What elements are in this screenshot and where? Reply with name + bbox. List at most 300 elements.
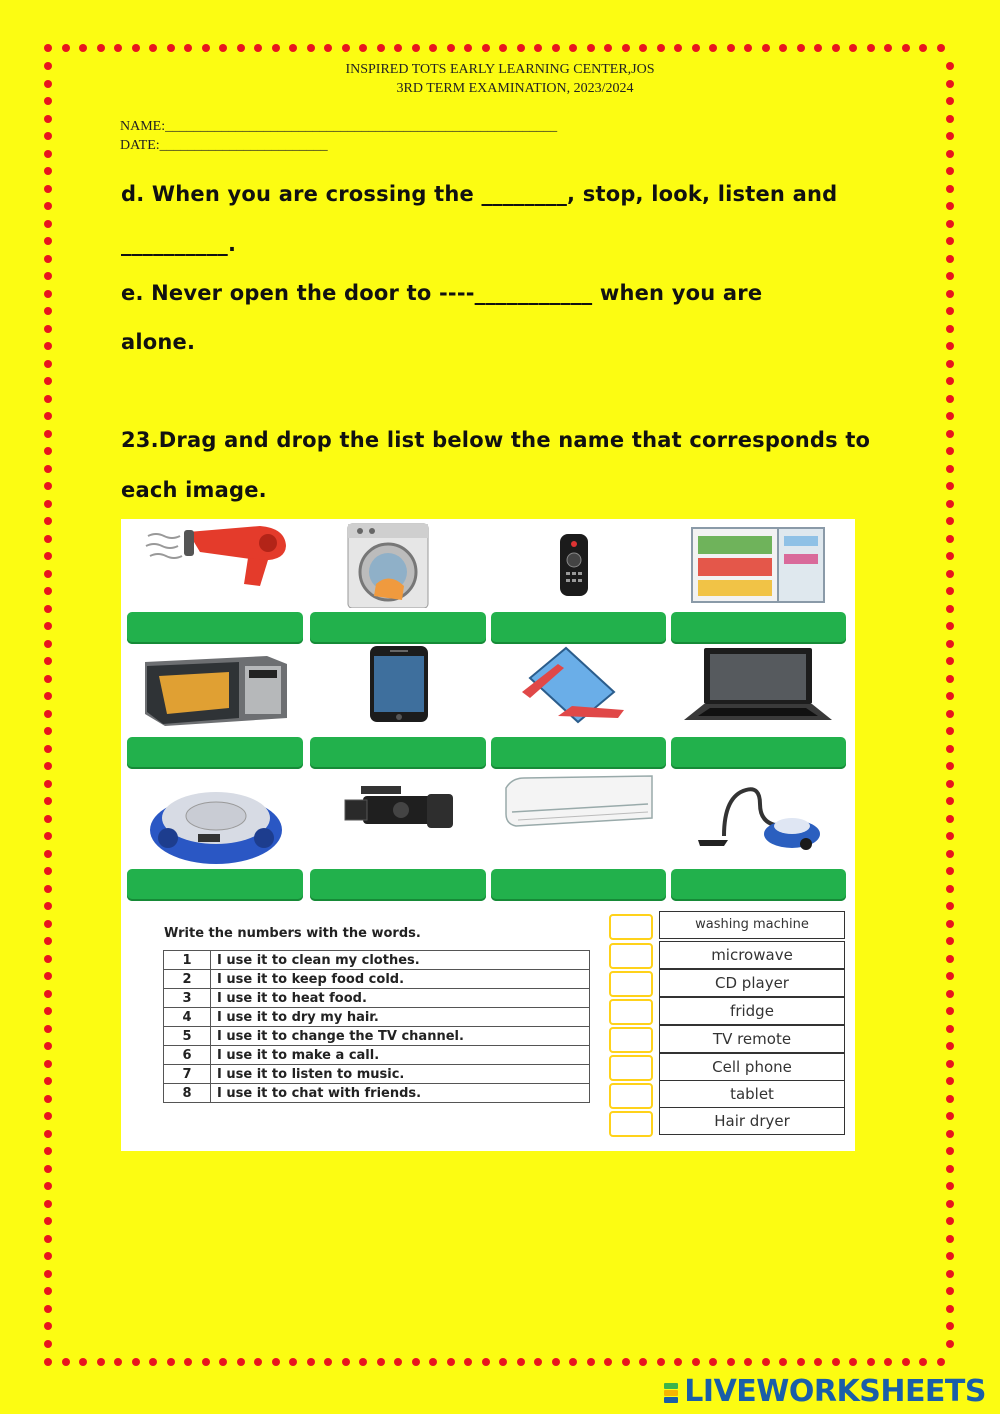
border-dot xyxy=(946,657,954,665)
border-dot xyxy=(237,1358,245,1366)
border-dot xyxy=(797,44,805,52)
border-dot xyxy=(946,1007,954,1015)
drop-slot-6[interactable] xyxy=(310,737,486,769)
border-dot xyxy=(946,430,954,438)
row-text: I use it to keep food cold. xyxy=(211,970,590,989)
border-dot xyxy=(62,1358,70,1366)
border-dot xyxy=(946,710,954,718)
border-dot xyxy=(97,44,105,52)
border-dot xyxy=(946,780,954,788)
border-dot xyxy=(44,44,52,52)
border-dot xyxy=(219,44,227,52)
border-dot xyxy=(946,1042,954,1050)
word-cell-phone[interactable]: Cell phone xyxy=(659,1053,845,1081)
border-dot xyxy=(884,44,892,52)
drop-slot-7[interactable] xyxy=(491,737,666,769)
border-dot xyxy=(254,44,262,52)
border-dot xyxy=(744,1358,752,1366)
border-dot xyxy=(727,44,735,52)
border-dot xyxy=(946,902,954,910)
date-field: DATE:________________________ xyxy=(120,138,328,153)
border-dot xyxy=(44,447,52,455)
border-dot xyxy=(359,44,367,52)
answer-box-6[interactable] xyxy=(609,1055,653,1081)
border-dot xyxy=(44,745,52,753)
border-dot xyxy=(946,815,954,823)
border-dot xyxy=(946,272,954,280)
border-dot xyxy=(946,1340,954,1348)
border-dot xyxy=(149,44,157,52)
border-dot xyxy=(946,797,954,805)
border-dot xyxy=(44,412,52,420)
border-dot xyxy=(289,1358,297,1366)
border-dot xyxy=(44,1305,52,1313)
border-dot xyxy=(902,1358,910,1366)
border-dot xyxy=(814,1358,822,1366)
border-dot xyxy=(946,1025,954,1033)
border-dot xyxy=(919,1358,927,1366)
border-dot xyxy=(797,1358,805,1366)
border-dot xyxy=(867,44,875,52)
border-dot xyxy=(44,307,52,315)
answer-box-5[interactable] xyxy=(609,1027,653,1053)
fridge-image xyxy=(688,524,828,606)
answer-box-7[interactable] xyxy=(609,1083,653,1109)
border-dot xyxy=(429,1358,437,1366)
row-number: 4 xyxy=(164,1008,211,1027)
border-dot xyxy=(44,867,52,875)
border-dot xyxy=(482,44,490,52)
exam-title: 3RD TERM EXAMINATION, 2023/2024 xyxy=(396,81,634,96)
row-text: I use it to heat food. xyxy=(211,989,590,1008)
border-dot xyxy=(814,44,822,52)
border-dot xyxy=(946,1147,954,1155)
border-dot xyxy=(44,657,52,665)
border-dot xyxy=(832,1358,840,1366)
liveworksheets-mark-icon xyxy=(664,1382,678,1404)
border-dot xyxy=(946,1200,954,1208)
question-e-line2: alone. xyxy=(121,330,196,354)
laptop-image xyxy=(680,646,836,726)
border-dot xyxy=(832,44,840,52)
border-dot xyxy=(394,44,402,52)
border-dot xyxy=(937,1358,945,1366)
border-dot xyxy=(237,44,245,52)
row-number: 2 xyxy=(164,970,211,989)
border-dot xyxy=(587,1358,595,1366)
row-text: I use it to listen to music. xyxy=(211,1065,590,1084)
border-dot xyxy=(44,1025,52,1033)
border-dot xyxy=(202,44,210,52)
border-dot xyxy=(44,937,52,945)
border-dot xyxy=(377,1358,385,1366)
border-dot xyxy=(517,44,525,52)
word-microwave[interactable]: microwave xyxy=(659,941,845,969)
border-dot xyxy=(44,1130,52,1138)
border-dot xyxy=(946,990,954,998)
question-d-line1: d. When you are crossing the ________, stop, look, listen and xyxy=(121,182,838,206)
border-dot xyxy=(44,167,52,175)
answer-box-4[interactable] xyxy=(609,999,653,1025)
tv-remote-image xyxy=(557,532,591,598)
border-dot xyxy=(604,44,612,52)
logo-text: LIVEWORKSHEETS xyxy=(684,1374,986,1409)
border-dot xyxy=(44,850,52,858)
border-dot xyxy=(946,255,954,263)
border-dot xyxy=(604,1358,612,1366)
border-dot xyxy=(464,1358,472,1366)
border-dot xyxy=(946,1270,954,1278)
border-dot xyxy=(44,342,52,350)
border-dot xyxy=(447,44,455,52)
table-row xyxy=(164,989,590,1008)
border-dot xyxy=(946,132,954,140)
border-dot xyxy=(569,44,577,52)
video-camera-image xyxy=(343,784,455,836)
border-dot xyxy=(946,1287,954,1295)
border-dot xyxy=(499,44,507,52)
border-dot xyxy=(132,1358,140,1366)
border-dot xyxy=(44,115,52,123)
border-dot xyxy=(946,552,954,560)
border-dot xyxy=(946,1112,954,1120)
border-dot xyxy=(946,325,954,333)
border-dot xyxy=(254,1358,262,1366)
border-dot xyxy=(622,44,630,52)
border-dot xyxy=(946,535,954,543)
table-row xyxy=(164,1084,590,1103)
border-dot xyxy=(946,622,954,630)
border-dot xyxy=(946,412,954,420)
drop-slot-2[interactable] xyxy=(310,612,486,644)
border-dot xyxy=(946,465,954,473)
border-dot xyxy=(289,44,297,52)
border-dot xyxy=(946,1077,954,1085)
border-dot xyxy=(44,237,52,245)
border-dot xyxy=(44,377,52,385)
table-row xyxy=(164,1027,590,1046)
border-dot xyxy=(946,955,954,963)
exercise-instruction: Write the numbers with the words. xyxy=(164,926,421,941)
border-dot xyxy=(674,1358,682,1366)
border-dot xyxy=(946,920,954,928)
border-dot xyxy=(946,395,954,403)
border-dot xyxy=(674,44,682,52)
border-dot xyxy=(44,255,52,263)
row-text: I use it to chat with friends. xyxy=(211,1084,590,1103)
row-text: I use it to clean my clothes. xyxy=(211,951,590,970)
border-dot xyxy=(44,605,52,613)
question-d-line2: __________. xyxy=(121,232,237,256)
border-dot xyxy=(44,1287,52,1295)
drop-slot-9[interactable] xyxy=(127,869,303,901)
border-dot xyxy=(946,1217,954,1225)
hair-dryer-image xyxy=(140,522,290,586)
border-dot xyxy=(44,727,52,735)
drop-slot-11[interactable] xyxy=(491,869,666,901)
border-dot xyxy=(44,202,52,210)
border-dot xyxy=(946,185,954,193)
border-dot xyxy=(849,44,857,52)
border-dot xyxy=(762,1358,770,1366)
border-dot xyxy=(946,220,954,228)
border-dot xyxy=(79,1358,87,1366)
border-dot xyxy=(779,44,787,52)
row-text: I use it to make a call. xyxy=(211,1046,590,1065)
border-dot xyxy=(534,44,542,52)
border-dot xyxy=(149,1358,157,1366)
border-dot xyxy=(946,727,954,735)
border-dot xyxy=(946,237,954,245)
border-dot xyxy=(44,692,52,700)
border-dot xyxy=(44,955,52,963)
border-dot xyxy=(937,44,945,52)
table-row xyxy=(164,1008,590,1027)
border-dot xyxy=(44,1165,52,1173)
border-dot xyxy=(44,815,52,823)
school-name: INSPIRED TOTS EARLY LEARNING CENTER,JOS xyxy=(345,62,655,77)
border-dot xyxy=(44,430,52,438)
liveworksheets-logo xyxy=(664,1374,986,1409)
border-dot xyxy=(377,44,385,52)
exercise-table xyxy=(163,950,590,1103)
border-dot xyxy=(412,44,420,52)
word-tablet[interactable]: tablet xyxy=(659,1080,845,1108)
border-dot xyxy=(44,552,52,560)
border-dot xyxy=(342,44,350,52)
border-dot xyxy=(44,1182,52,1190)
border-dot xyxy=(44,360,52,368)
border-dot xyxy=(412,1358,420,1366)
border-dot xyxy=(946,1235,954,1243)
border-dot xyxy=(184,44,192,52)
border-dot xyxy=(946,517,954,525)
border-dot xyxy=(97,1358,105,1366)
border-dot xyxy=(946,1095,954,1103)
border-dot xyxy=(132,44,140,52)
drop-slot-3[interactable] xyxy=(491,612,666,644)
border-dot xyxy=(884,1358,892,1366)
border-dot xyxy=(44,1322,52,1330)
border-dot xyxy=(534,1358,542,1366)
border-dot xyxy=(44,1235,52,1243)
border-dot xyxy=(184,1358,192,1366)
word-tv-remote[interactable]: TV remote xyxy=(659,1025,845,1053)
border-dot xyxy=(946,290,954,298)
border-dot xyxy=(44,675,52,683)
drop-slot-4[interactable] xyxy=(671,612,846,644)
border-dot xyxy=(946,885,954,893)
border-dot xyxy=(272,44,280,52)
border-dot xyxy=(946,307,954,315)
border-dot xyxy=(44,1340,52,1348)
border-dot xyxy=(114,1358,122,1366)
answer-box-2[interactable] xyxy=(609,943,653,969)
border-dot xyxy=(902,44,910,52)
border-dot xyxy=(167,1358,175,1366)
border-dot xyxy=(44,97,52,105)
drop-slot-12[interactable] xyxy=(671,869,846,901)
border-dot xyxy=(946,640,954,648)
border-dot xyxy=(307,44,315,52)
border-dot xyxy=(167,44,175,52)
drop-slot-1[interactable] xyxy=(127,612,303,644)
table-row xyxy=(164,970,590,989)
border-dot xyxy=(762,44,770,52)
border-dot xyxy=(44,150,52,158)
border-dot xyxy=(44,1060,52,1068)
border-dot xyxy=(946,342,954,350)
border-dot xyxy=(342,1358,350,1366)
answer-box-3[interactable] xyxy=(609,971,653,997)
border-dot xyxy=(44,1095,52,1103)
border-dot xyxy=(657,1358,665,1366)
air-conditioner-image xyxy=(502,774,656,830)
row-number: 5 xyxy=(164,1027,211,1046)
border-dot xyxy=(639,44,647,52)
border-dot xyxy=(727,1358,735,1366)
word-fridge[interactable]: fridge xyxy=(659,997,845,1025)
border-dot xyxy=(946,1060,954,1068)
border-dot xyxy=(44,587,52,595)
row-text: I use it to dry my hair. xyxy=(211,1008,590,1027)
border-dot xyxy=(324,1358,332,1366)
border-dot xyxy=(44,1077,52,1085)
border-dot xyxy=(946,500,954,508)
border-dot xyxy=(324,44,332,52)
border-dot xyxy=(946,570,954,578)
border-dot xyxy=(946,1252,954,1260)
border-dot xyxy=(709,44,717,52)
border-dot xyxy=(946,762,954,770)
word-washing-machine[interactable]: washing machine xyxy=(659,911,845,939)
border-dot xyxy=(569,1358,577,1366)
row-number: 6 xyxy=(164,1046,211,1065)
border-dot xyxy=(946,115,954,123)
drop-slot-8[interactable] xyxy=(671,737,846,769)
border-dot xyxy=(272,1358,280,1366)
border-dot xyxy=(587,44,595,52)
border-dot xyxy=(849,1358,857,1366)
border-dot xyxy=(219,1358,227,1366)
border-dot xyxy=(44,1007,52,1015)
border-dot xyxy=(867,1358,875,1366)
border-dot xyxy=(44,1217,52,1225)
border-dot xyxy=(946,692,954,700)
table-row xyxy=(164,951,590,970)
border-dot xyxy=(44,780,52,788)
border-dot xyxy=(779,1358,787,1366)
border-dot xyxy=(44,500,52,508)
answer-box-1[interactable] xyxy=(609,914,653,940)
border-dot xyxy=(44,920,52,928)
tablet-image xyxy=(518,644,628,724)
row-number: 3 xyxy=(164,989,211,1008)
border-dot xyxy=(946,867,954,875)
border-dot xyxy=(946,1305,954,1313)
border-dot xyxy=(44,272,52,280)
border-dot xyxy=(359,1358,367,1366)
border-dot xyxy=(44,1200,52,1208)
border-dot xyxy=(946,167,954,175)
border-dot xyxy=(44,902,52,910)
microwave-image xyxy=(137,648,293,732)
border-dot xyxy=(44,1042,52,1050)
border-dot xyxy=(429,44,437,52)
border-dot xyxy=(692,44,700,52)
border-dot xyxy=(44,535,52,543)
border-dot xyxy=(79,44,87,52)
border-dot xyxy=(44,972,52,980)
border-dot xyxy=(464,44,472,52)
border-dot xyxy=(946,202,954,210)
table-row xyxy=(164,1046,590,1065)
border-dot xyxy=(946,587,954,595)
border-dot xyxy=(946,1130,954,1138)
border-dot xyxy=(946,937,954,945)
question-23-line1: 23.Drag and drop the list below the name that corresponds to xyxy=(121,428,871,452)
border-dot xyxy=(946,360,954,368)
drop-slot-10[interactable] xyxy=(310,869,486,901)
border-dot xyxy=(44,132,52,140)
row-number: 8 xyxy=(164,1084,211,1103)
vacuum-cleaner-image xyxy=(694,776,822,852)
border-dot xyxy=(517,1358,525,1366)
border-dot xyxy=(946,150,954,158)
border-dot xyxy=(946,447,954,455)
drop-slot-5[interactable] xyxy=(127,737,303,769)
border-dot xyxy=(44,762,52,770)
border-dot xyxy=(44,395,52,403)
border-dot xyxy=(44,710,52,718)
border-dot xyxy=(44,517,52,525)
border-dot xyxy=(946,1182,954,1190)
border-dot xyxy=(44,185,52,193)
border-dot xyxy=(44,1112,52,1120)
border-dot xyxy=(744,44,752,52)
border-dot xyxy=(114,44,122,52)
border-dot xyxy=(44,570,52,578)
border-dot xyxy=(499,1358,507,1366)
border-dot xyxy=(552,1358,560,1366)
word-cd-player[interactable]: CD player xyxy=(659,969,845,997)
border-dot xyxy=(44,290,52,298)
border-dot xyxy=(447,1358,455,1366)
word-hair-dryer[interactable]: Hair dryer xyxy=(659,1107,845,1135)
question-e-line1: e. Never open the door to ----___________ when you are xyxy=(121,281,763,305)
border-dot xyxy=(919,44,927,52)
border-dot xyxy=(62,44,70,52)
border-dot xyxy=(946,1322,954,1330)
border-dot xyxy=(946,1165,954,1173)
row-number: 1 xyxy=(164,951,211,970)
border-dot xyxy=(202,1358,210,1366)
border-dot xyxy=(44,465,52,473)
border-dot xyxy=(946,605,954,613)
question-23-line2: each image. xyxy=(121,478,267,502)
border-dot xyxy=(946,97,954,105)
name-field: NAME:________________________________________________________ xyxy=(120,119,558,134)
border-dot xyxy=(44,482,52,490)
answer-box-8[interactable] xyxy=(609,1111,653,1137)
border-dot xyxy=(946,482,954,490)
border-dot xyxy=(44,1358,52,1366)
border-dot xyxy=(44,1270,52,1278)
border-dot xyxy=(44,885,52,893)
cell-phone-image xyxy=(368,644,430,724)
border-dot xyxy=(44,832,52,840)
border-dot xyxy=(946,850,954,858)
